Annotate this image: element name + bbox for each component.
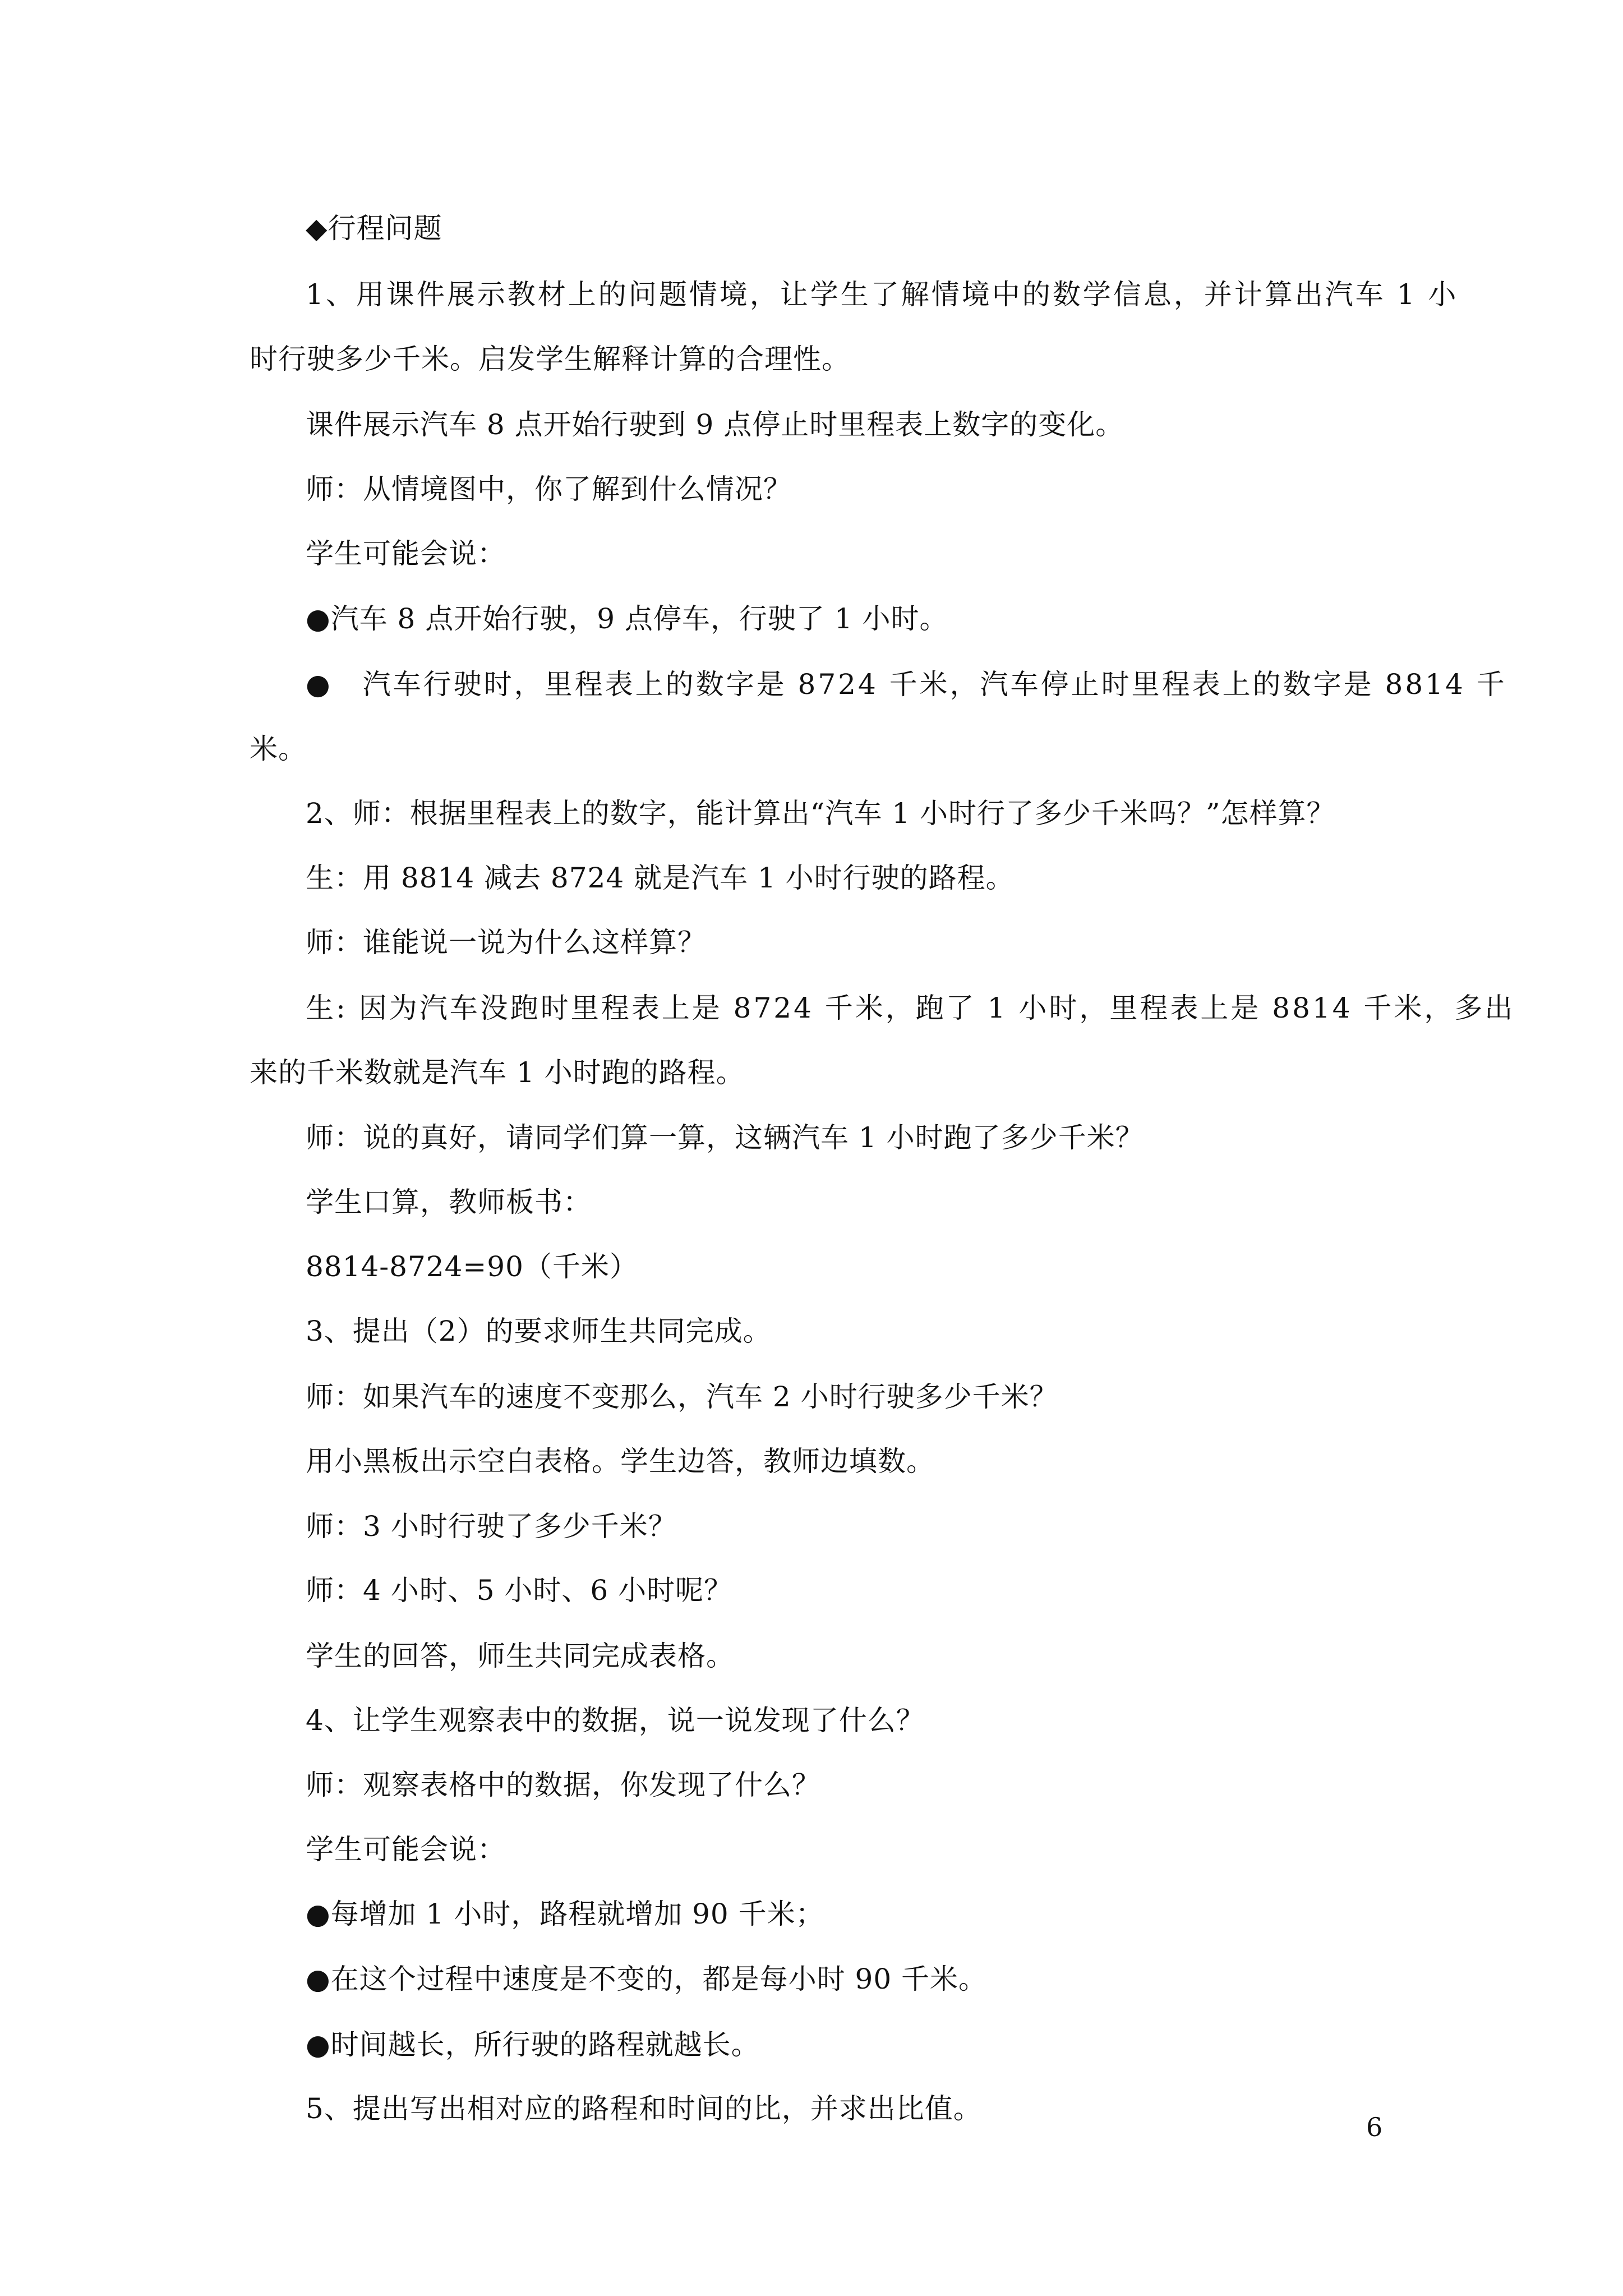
- paragraph-line: 生：用 8814 减去 8724 就是汽车 1 小时行驶的路程。: [306, 862, 1015, 894]
- paragraph-line: 学生的回答，师生共同完成表格。: [306, 1640, 735, 1672]
- equation-line: 8814-8724=90（千米）: [306, 1250, 638, 1283]
- bullet-line: ●每增加 1 小时，路程就增加 90 千米；: [306, 1898, 824, 1930]
- paragraph-line: 师：如果汽车的速度不变那么，汽车 2 小时行驶多少千米？: [306, 1381, 1058, 1413]
- paragraph-line: 师：观察表格中的数据，你发现了什么？: [306, 1769, 820, 1801]
- paragraph-line: 3、提出（2）的要求师生共同完成。: [306, 1315, 772, 1347]
- paragraph-line: 师：4 小时、5 小时、6 小时呢？: [306, 1574, 733, 1607]
- paragraph-line: 来的千米数就是汽车 1 小时跑的路程。: [250, 1056, 745, 1089]
- paragraph-line: 课件展示汽车 8 点开始行驶到 9 点停止时里程表上数字的变化。: [306, 408, 1124, 441]
- page-number: 6: [1366, 2112, 1383, 2142]
- section-heading: ◆行程问题: [306, 212, 442, 245]
- bullet-line: ●汽车 8 点开始行驶，9 点停车，行驶了 1 小时。: [306, 602, 948, 635]
- paragraph-line: 2、师：根据里程表上的数字，能计算出“汽车 1 小时行了多少千米吗？”怎样算？: [306, 797, 1335, 830]
- paragraph-line: 学生可能会说：: [306, 537, 506, 570]
- paragraph-line: 1、用课件展示教材上的问题情境，让学生了解情境中的数学信息，并计算出汽车 1 小: [306, 278, 1459, 311]
- paragraph-line: 学生口算，教师板书：: [306, 1186, 592, 1218]
- paragraph-line: 用小黑板出示空白表格。学生边答，教师边填数。: [306, 1445, 935, 1478]
- paragraph-line: 师：谁能说一说为什么这样算？: [306, 926, 706, 959]
- bullet-line: ●在这个过程中速度是不变的，都是每小时 90 千米。: [306, 1963, 988, 1995]
- paragraph-line: 师：从情境图中，你了解到什么情况？: [306, 473, 792, 505]
- paragraph-line: 5、提出写出相对应的路程和时间的比，并求出比值。: [306, 2092, 982, 2125]
- bullet-line: ● 汽车行驶时，里程表上的数字是 8724 千米，汽车停止时里程表上的数字是 8814 千: [306, 668, 1507, 701]
- paragraph-line: 时行驶多少千米。启发学生解释计算的合理性。: [250, 343, 850, 375]
- paragraph-line: 生: 因为汽车没跑时里程表上是 8724 千米，跑了 1 小时，里程表上是 8814 千米，多出: [306, 992, 1515, 1024]
- paragraph-line: 4、让学生观察表中的数据，说一说发现了什么？: [306, 1704, 925, 1737]
- paragraph-line: 米。: [250, 733, 307, 765]
- paragraph-line: 师：3 小时行驶了多少千米？: [306, 1510, 677, 1543]
- paragraph-line: 师：说的真好，请同学们算一算，这辆汽车 1 小时跑了多少千米？: [306, 1121, 1144, 1154]
- paragraph-line: 学生可能会说：: [306, 1833, 506, 1866]
- bullet-line: ●时间越长，所行驶的路程就越长。: [306, 2028, 760, 2061]
